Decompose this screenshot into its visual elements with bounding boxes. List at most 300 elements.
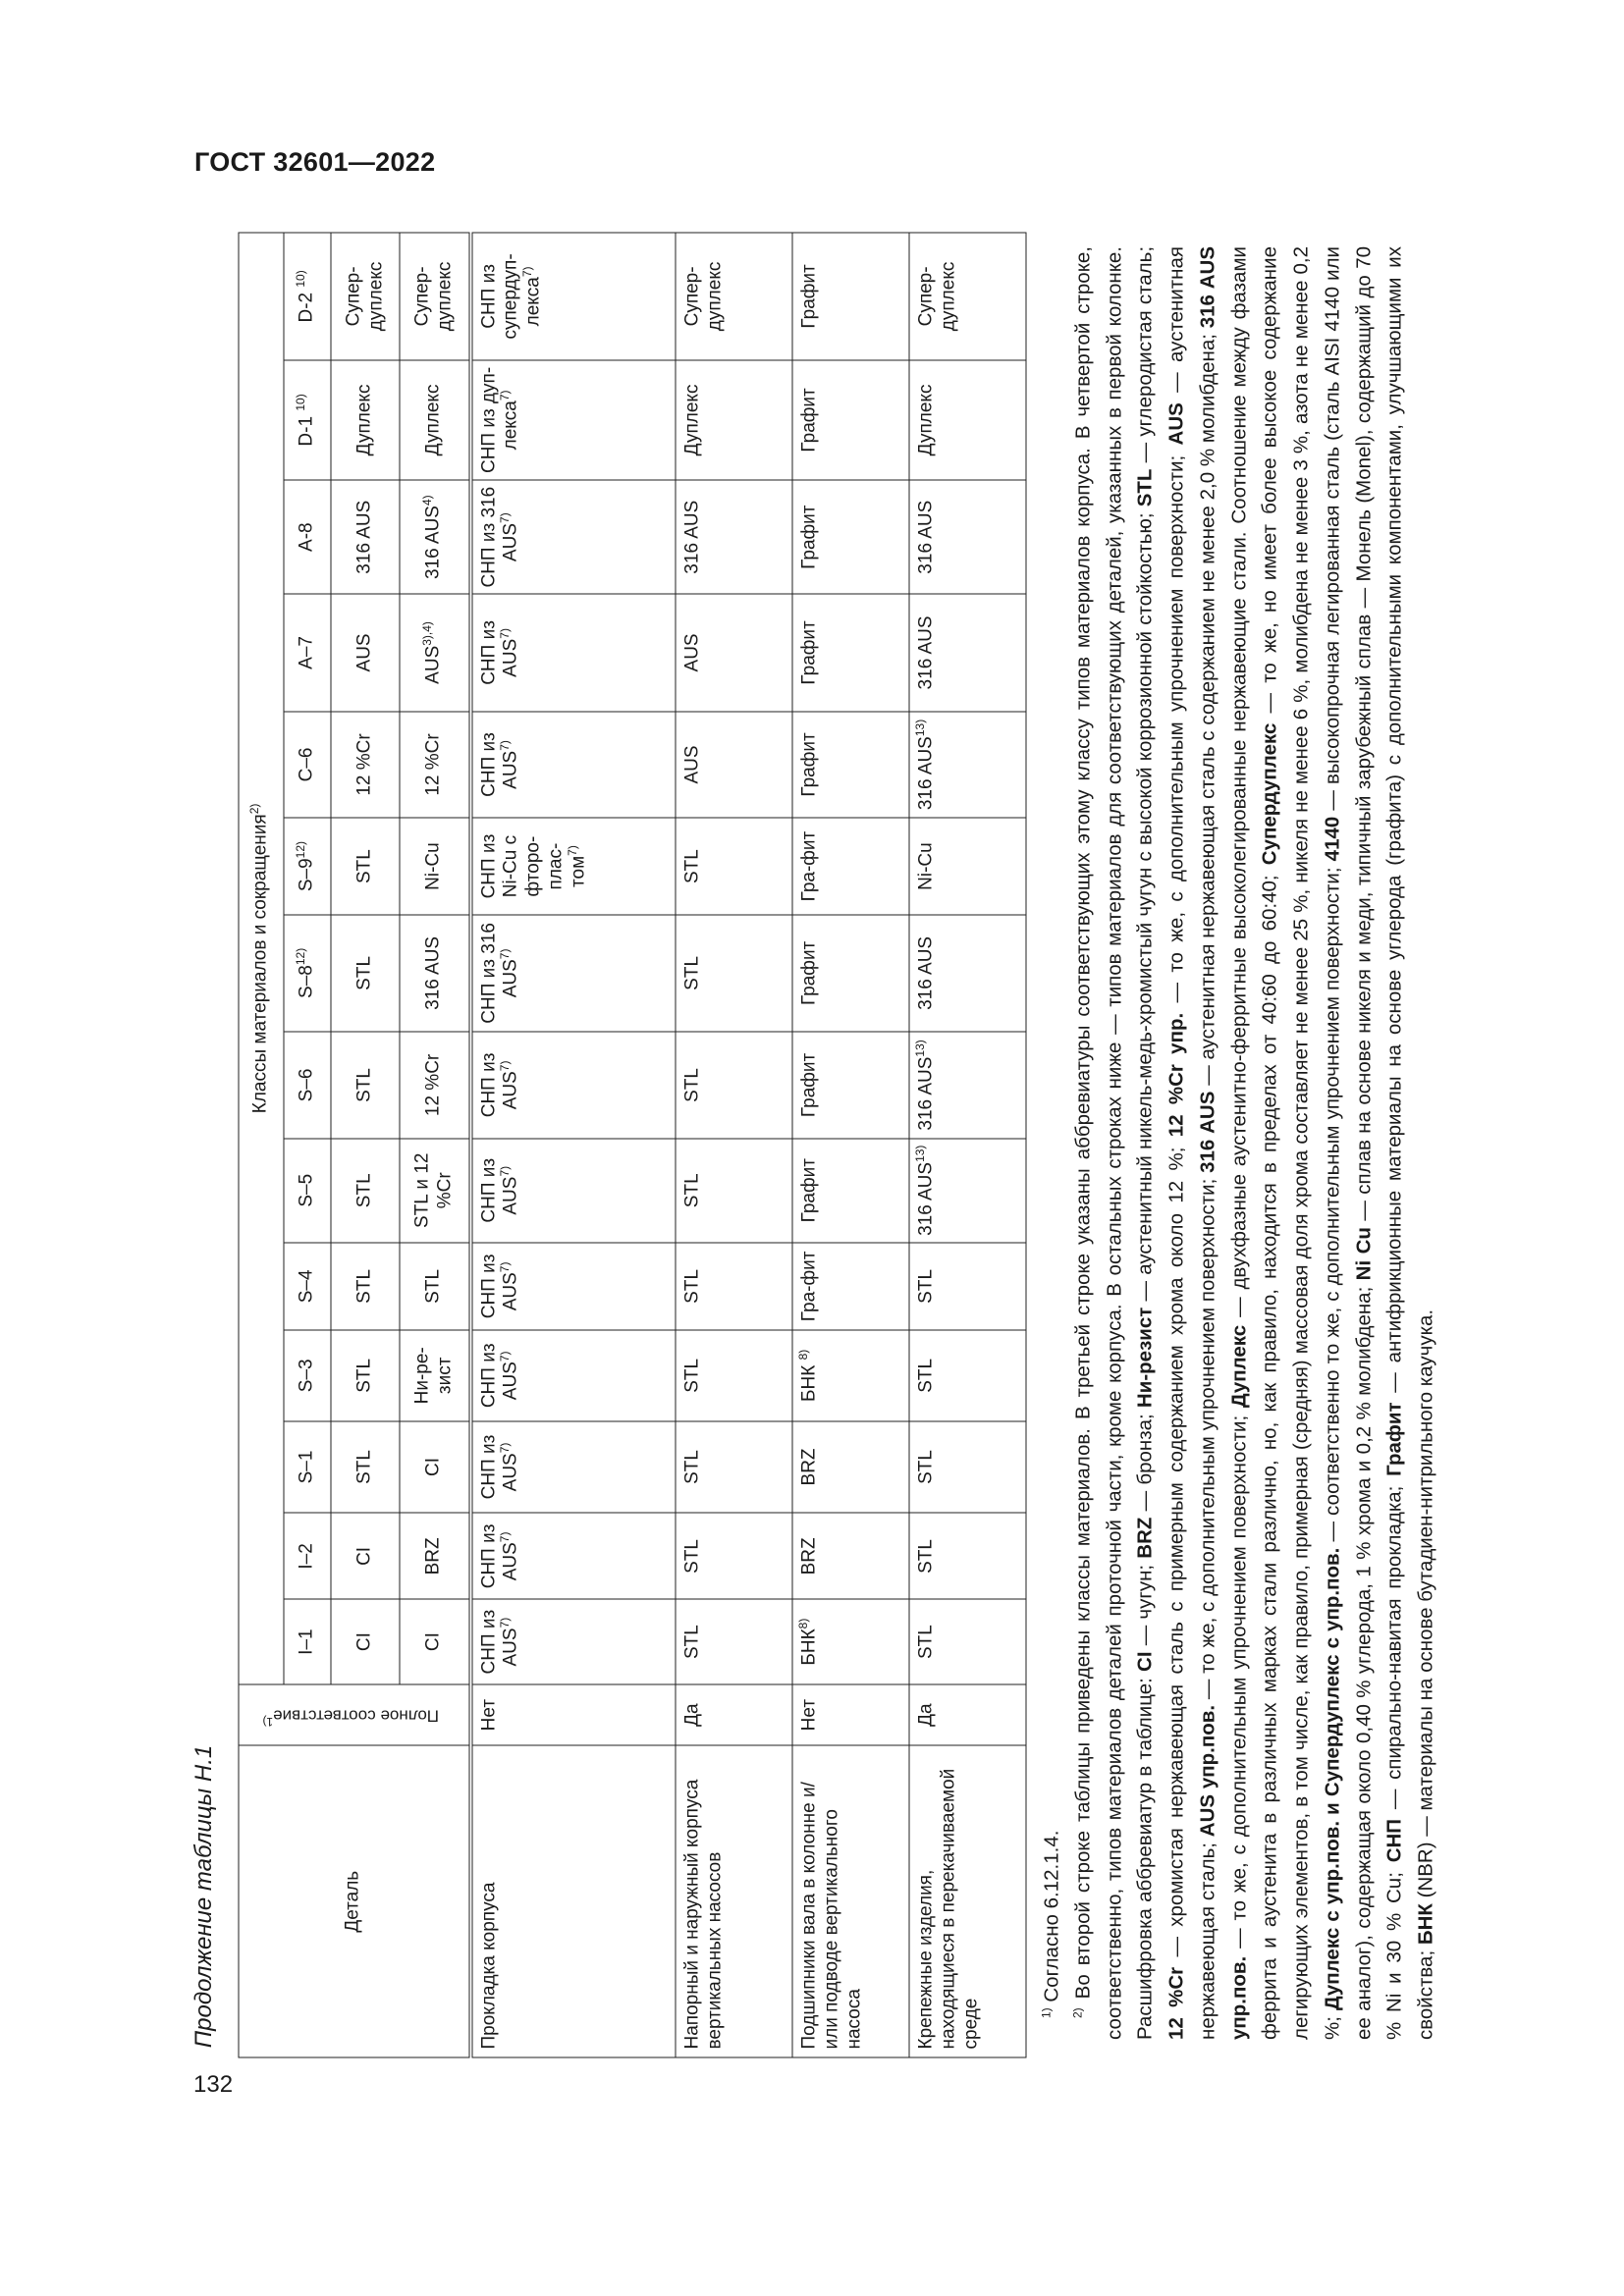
material-cell [792,1513,909,1599]
cell-text: 316 AUS [422,505,444,579]
material-cell [676,1242,792,1329]
footnote-text: — то же, с дополнительным упрочнением поверхности; [1195,1172,1218,1705]
material-cell [909,594,1026,711]
footnote-text: — то же, с дополнительным упрочнением поверхности; [1226,1407,1250,1956]
internal-material-cell [400,359,470,479]
material-cell [792,1242,909,1329]
cell-text: STL [681,1067,702,1102]
cell-text: STL [681,1172,702,1207]
footnote-term: Дуплекс [1226,1324,1250,1408]
footnote-ref: 7) [565,844,579,856]
housing-material-cell [331,1420,400,1513]
cell-text: Супер-дуплекс [681,261,725,331]
footnote-ref: 12) [293,947,307,965]
cell-text: S–4 [296,1268,317,1303]
cell-text: STL [353,1172,375,1207]
full-compliance-cell [909,1683,1026,1745]
column-header-detail-label: Деталь [342,1870,363,1933]
material-cell [470,1599,676,1683]
detail-label: Напорный и наружный корпуса вертикальных насосов [681,1779,725,2049]
housing-material-cell [331,1513,400,1599]
footnote-ref: 7) [497,1442,512,1453]
material-cell [909,1138,1026,1242]
footnote-ref: 7) [497,1617,512,1628]
footnote-term: 12 %Cr [1164,1966,1188,2040]
material-cell [470,480,676,594]
cell-text: СНП из AUS [477,619,521,685]
footnote-text: — хромистая нержавеющая сталь с примерным содержанием хрома около 12 %; [1164,1136,1188,1967]
material-cell [470,1330,676,1420]
detail-label: Подшипники вала в колонне и/или подводе вертикального насоса [798,1781,864,2049]
cell-text: AUS [353,632,375,671]
internal-material-cell [400,1330,470,1420]
cell-text: STL [681,955,702,990]
footnote-term: Ни-резист [1133,1307,1157,1408]
material-cell [792,818,909,914]
cell-text: 316 AUS [915,1056,936,1131]
full-compliance-text: Полное соответствие [272,1705,439,1725]
table-continuation-caption: Продолжение таблицы Н.1 [190,1744,217,2049]
cell-text: STL и 12 %Cr [410,1152,455,1228]
internal-material-cell [400,1599,470,1683]
cell-text: S–1 [296,1450,317,1483]
housing-material-cell [331,818,400,914]
housing-material-cell [331,1138,400,1242]
footnote-ref: 8) [795,1618,810,1629]
material-cell [792,1599,909,1683]
cell-text: STL [681,1538,702,1574]
cell-text: 316 AUS [915,500,936,574]
class-code-cell [284,1032,331,1139]
material-cell [792,1330,909,1420]
table-row [470,233,676,2057]
housing-material-cell [331,480,400,594]
cell-text: I–1 [296,1628,317,1655]
material-cell [470,1513,676,1599]
cell-text: 316 AUS [915,614,936,689]
detail-cell [909,1745,1026,2057]
material-cell [676,818,792,914]
cell-text: BRZ [422,1536,444,1575]
cell-text: STL [681,1624,702,1659]
material-cell [676,1513,792,1599]
footnote-term: AUS [1164,401,1188,445]
material-cell [676,594,792,711]
cell-text: СНП из AUS [477,1342,521,1408]
footnote-number: 1) [1039,2006,1054,2018]
footnote-ref: 13) [912,719,927,736]
full-compliance-value: Нет [798,1698,819,1731]
full-compliance-cell [792,1683,909,1745]
detail-label: Крепежные изделия, находящиеся в перекачиваемой среде [915,1768,981,2049]
footnote-ref: 7) [497,389,512,400]
cell-text: STL [353,1067,375,1102]
footnote-text: — чугун; [1133,1558,1157,1651]
internal-material-cell [400,818,470,914]
class-code-cell [284,711,331,818]
material-cell [676,233,792,360]
cell-text: STL [681,1268,702,1304]
material-cell [909,1032,1026,1139]
footnote-term: Графит [1382,1401,1406,1476]
footnote-ref: 7) [497,1060,512,1071]
class-code-cell [284,1599,331,1683]
footnotes-row [1026,233,1502,2057]
material-cell [909,914,1026,1031]
cell-text: Графит [798,387,819,453]
footnote-term: STL [1133,468,1157,507]
footnote-term: Ni Cu [1351,1226,1375,1280]
cell-text: Дуплекс [422,384,444,455]
material-cell [909,359,1026,479]
footnote-text: — бронза; [1133,1407,1157,1518]
cell-text: C–6 [296,747,317,781]
column-header-full-compliance [239,1683,470,1745]
cell-text: СНП из AUS [477,1609,521,1674]
footnote-ref: 13) [912,1039,927,1057]
material-cell [909,711,1026,818]
material-cell [792,1138,909,1242]
cell-text: STL [353,848,375,883]
class-code-cell [284,914,331,1031]
cell-text: STL [915,1449,936,1484]
footnote-term: BRZ [1133,1517,1157,1559]
detail-cell [676,1745,792,2057]
material-cell [470,1032,676,1139]
cell-text: A–7 [296,635,317,669]
cell-text: 12 %Cr [422,732,444,796]
cell-text: Графит [798,505,819,569]
material-cell [676,1420,792,1513]
cell-text: 12 %Cr [353,732,375,796]
internal-material-cell [400,1138,470,1242]
table-row [909,233,1026,2057]
footnote-text: (NBR) — материалы на основе бутадиен-нитрильного каучука. [1414,1308,1437,1903]
class-code-cell [284,1420,331,1513]
cell-text: STL [353,1268,375,1304]
cell-text: СНП из AUS [477,1052,521,1117]
cell-text: STL [681,1449,702,1484]
footnote-number: 2) [1069,2006,1084,2018]
footnote-text: — аустенитный никель-медь-хромистый чугун с высокой коррозионной стойкостью; [1133,506,1157,1308]
material-cell [792,914,909,1031]
footnote-ref: 7) [497,627,512,639]
housing-material-cell [331,1032,400,1139]
internal-material-cell [400,711,470,818]
cell-text: СНП из 316 AUS [477,486,521,588]
cell-text: S–3 [296,1358,317,1392]
cell-text: СНП из AUS [477,1254,521,1318]
cell-text: Ни-ре-зист [410,1346,455,1404]
housing-material-cell [331,711,400,818]
cell-text: CI [353,1546,375,1566]
material-cell [470,818,676,914]
material-cell [676,480,792,594]
class-code-cell [284,1513,331,1599]
material-cell [470,1420,676,1513]
class-code-cell [284,594,331,711]
cell-text: CI [353,1631,375,1651]
full-compliance-value: Да [681,1702,702,1727]
footnote-ref: 3),4) [420,620,435,646]
footnote-term: Дуплекс с упр.пов. и Супердуплекс с упр.пов. [1320,1547,1343,2010]
full-compliance-label [261,1704,439,1729]
material-cell [909,1242,1026,1329]
footnote-text: — аустенитная нержавеющая сталь с содержанием не менее 2,0 % молибдена; [1195,327,1218,1092]
footnote-text: — спирально-навитая прокладка; [1382,1475,1406,1819]
material-cell [792,480,909,594]
cell-text: СНП из AUS [477,731,521,797]
cell-text: Графит [798,1052,819,1117]
footnote-ref: 2) [246,803,261,814]
class-code-cell [284,359,331,479]
cell-text: CI [422,1631,444,1651]
material-cell [909,1330,1026,1420]
material-cell [470,1138,676,1242]
housing-material-cell [331,1242,400,1329]
footnote-text: Согласно 6.12.1.4. [1040,1830,1062,2007]
cell-text: Супер-дуплекс [915,261,958,331]
cell-text: 316 AUS [915,935,936,1010]
internal-material-cell [400,1420,470,1513]
material-cell [909,1513,1026,1599]
material-cell [470,1242,676,1329]
housing-material-cell [331,233,400,360]
cell-text: 12 %Cr [422,1053,444,1116]
document-id: ГОСТ 32601—2022 [194,147,436,177]
footnote-ref: 12) [293,840,307,858]
cell-text: 316 AUS [915,735,936,810]
cell-text: Дуплекс [681,384,702,455]
footnote-term: 12 %Cr упр. [1164,1012,1188,1137]
footnote-text: — антифрикционные материалы на основе углерода (графита) с дополнительными компонентами, улучшающими их свойства; [1382,245,1437,2040]
internal-material-cell [400,1513,470,1599]
table-row [792,233,909,2057]
class-code-cell [284,818,331,914]
cell-text: 316 AUS [353,500,375,574]
material-cell [470,711,676,818]
cell-text: AUS [681,744,702,784]
class-code-cell [284,233,331,360]
header-row-classes [239,233,284,2057]
footnote-text: — сплав на основе никеля и меди, типичный зарубежный сплав — Монель (Monel), содержащий до 70 % Ni и 30 % Cu; [1351,245,1406,2040]
cell-text: S–9 [296,857,317,891]
footnote-ref: 1) [261,1714,273,1729]
cell-text: БНК [798,1628,819,1666]
cell-text: СНП из AUS [477,1434,521,1499]
footnote-ref: 7) [497,948,512,959]
housing-material-cell [331,914,400,1031]
material-cell [909,818,1026,914]
material-cell [792,711,909,818]
cell-text: Ni-Cu [422,841,444,890]
footnote-ref: 4) [420,494,435,506]
housing-material-cell [331,594,400,711]
column-header-detail [239,1745,470,2057]
footnote-ref: 8) [795,1349,810,1360]
material-cell [792,359,909,479]
rotated-table-container [238,232,1501,2057]
footnote-ref: 7) [497,739,512,751]
material-cell [676,1599,792,1683]
footnote-ref: 10) [293,269,307,288]
cell-text: STL [681,1358,702,1393]
cell-text: CI [422,1457,444,1476]
internal-material-cell [400,1242,470,1329]
cell-text: BRZ [798,1447,819,1485]
cell-text: STL [353,955,375,990]
cell-text: S–8 [296,964,317,998]
cell-text: D-2 [296,287,317,323]
cell-text: Гра-фит [798,830,819,901]
cell-text: A-8 [296,521,317,552]
material-cell [676,711,792,818]
footnote-text: Во второй строке таблицы приведены классы материалов. В третьей строке указаны аббревиатуры соответствующих этому классу типов материалов корпуса. В четвертой строке, соответственно, типов материалов деталей проточной части, кроме корпуса. В остальных строках ниже — типов материалов для соответствующих деталей, указанных в первой колонке. Расшифровка аббревиатур в таблице: [1070,245,1157,2040]
footnote-term: 316 AUS [1195,1091,1218,1173]
footnote-term: 316 AUS упр.пов. [1195,245,1250,2040]
cell-text: Графит [798,619,819,685]
cell-text: СНП из дуп-лекса [477,366,521,473]
class-code-cell [284,480,331,594]
material-cell [470,914,676,1031]
materials-table [238,232,1502,2057]
material-cell [909,480,1026,594]
cell-text: STL [915,1358,936,1393]
class-code-cell [284,1138,331,1242]
footnote-ref: 7) [497,1261,512,1272]
cell-text: S–6 [296,1068,317,1101]
footnote-term: 4140 [1320,816,1343,861]
cell-text: I–2 [296,1542,317,1570]
material-cell [676,1032,792,1139]
internal-material-cell [400,233,470,360]
material-cell [676,1330,792,1420]
housing-material-cell [331,1330,400,1420]
footnote-term: БНК [1414,1902,1437,1945]
class-code-cell [284,1242,331,1329]
material-cell [792,1032,909,1139]
cell-text: STL [915,1624,936,1659]
material-cell [676,1138,792,1242]
cell-text: 316 AUS [915,1161,936,1236]
footnote-term: CI [1133,1650,1157,1672]
material-cell [909,233,1026,360]
table-row [676,233,792,2057]
full-compliance-value: Да [915,1702,936,1727]
housing-material-cell [331,359,400,479]
footnote-text: — двухфазные аустенитно-ферритные высоколегированные нержавеющие стали. Соотношение между фазами феррита и аустенита в различных марках стали различно, но, как правило, находится в пределах от 40:60 до 60:40; [1226,245,1281,2040]
footnote [1067,246,1441,2040]
footnote [1036,246,1067,2040]
material-classes-header-label: Классы материалов и сокращения [249,813,271,1113]
footnote-text: — то же, с дополнительным упрочнением поверхности; [1164,444,1188,1013]
internal-material-cell [400,594,470,711]
footnote-text: — соответственно то же, с дополнительным упрочнением поверхности; [1320,860,1343,1548]
material-cell [470,594,676,711]
footnote-text: — то же, но имеет более высокое содержание легирующих элементов, в том числе, как правило, примерная (средняя) массовая доля хрома составляет не менее 25 %, никеля не менее 6 %, молибдена не менее 3 %, азота не менее 0,2 %; [1258,245,1343,2040]
cell-text: STL [915,1538,936,1574]
material-cell [909,1599,1026,1683]
footnote-term: Супердуплекс [1258,722,1281,865]
internal-material-cell [400,480,470,594]
material-cell [676,914,792,1031]
material-classes-header [239,233,284,1684]
housing-material-cell [331,1599,400,1683]
cell-text: СНП из AUS [477,1157,521,1223]
footnote-text: — углеродистая сталь; [1133,245,1157,469]
cell-text: Гра-фит [798,1251,819,1321]
cell-text: STL [681,848,702,883]
cell-text: Супер-дуплекс [342,261,386,331]
footnote-term: AUS упр.пов. [1195,1704,1218,1837]
cell-text: STL [353,1449,375,1484]
cell-text: Графит [798,731,819,797]
cell-text: BRZ [798,1536,819,1575]
footnote-text: — высокопрочная легированная сталь (сталь AISI 4140 или ее аналог), содержащая около 0,40 % углерода, 1 % хрома и 0,2 % молибдена; [1320,245,1375,2040]
cell-text: Графит [798,263,819,329]
cell-text: D-1 [296,410,317,447]
material-cell [676,359,792,479]
internal-material-cell [400,1032,470,1139]
footnotes [1026,233,1502,2057]
cell-text: Дуплекс [353,384,375,455]
cell-text: СНП из AUS [477,1523,521,1588]
cell-text: Дуплекс [915,384,936,455]
cell-text: Графит [798,1157,819,1222]
footnote-ref: 7) [497,1531,512,1542]
cell-text: AUS [681,632,702,671]
cell-text: STL [353,1358,375,1393]
cell-text: СНП из супердуп-лекса [477,252,544,340]
full-compliance-cell [470,1683,676,1745]
cell-text: БНК [798,1359,819,1402]
detail-label: Прокладка корпуса [477,1882,499,2049]
cell-text: STL [915,1268,936,1304]
cell-text: СНП из 316 AUS [477,922,521,1024]
cell-text: СНП из Ni-Cu с фторо-плас-том [477,833,588,898]
material-cell [792,1420,909,1513]
cell-text: Графит [798,940,819,1005]
cell-text: S–5 [296,1173,317,1207]
material-cell [792,594,909,711]
cell-text: AUS [422,645,444,684]
cell-text: STL [422,1268,444,1304]
footnote-text: — аустенитная нержавеющая сталь; [1164,245,1218,2040]
cell-text: Супер-дуплекс [410,261,455,331]
footnote-ref: 7) [497,1165,512,1177]
cell-text: 316 AUS [422,935,444,1010]
full-compliance-value: Нет [477,1698,499,1731]
footnote-term: СНП [1382,1818,1406,1862]
footnote-ref: 13) [912,1145,927,1162]
cell-text: 316 AUS [681,500,702,574]
full-compliance-cell [676,1683,792,1745]
footnote-ref: 7) [497,511,512,523]
cell-text: Ni-Cu [915,841,936,890]
footnote-ref: 10) [293,393,307,411]
detail-cell [470,1745,676,2057]
class-code-cell [284,1330,331,1420]
detail-cell [792,1745,909,2057]
material-cell [470,359,676,479]
material-cell [792,233,909,360]
footnote-ref: 7) [519,265,534,277]
page-number: 132 [193,2071,234,2098]
internal-material-cell [400,914,470,1031]
footnote-ref: 7) [497,1350,512,1362]
material-cell [909,1420,1026,1513]
material-cell [470,233,676,360]
